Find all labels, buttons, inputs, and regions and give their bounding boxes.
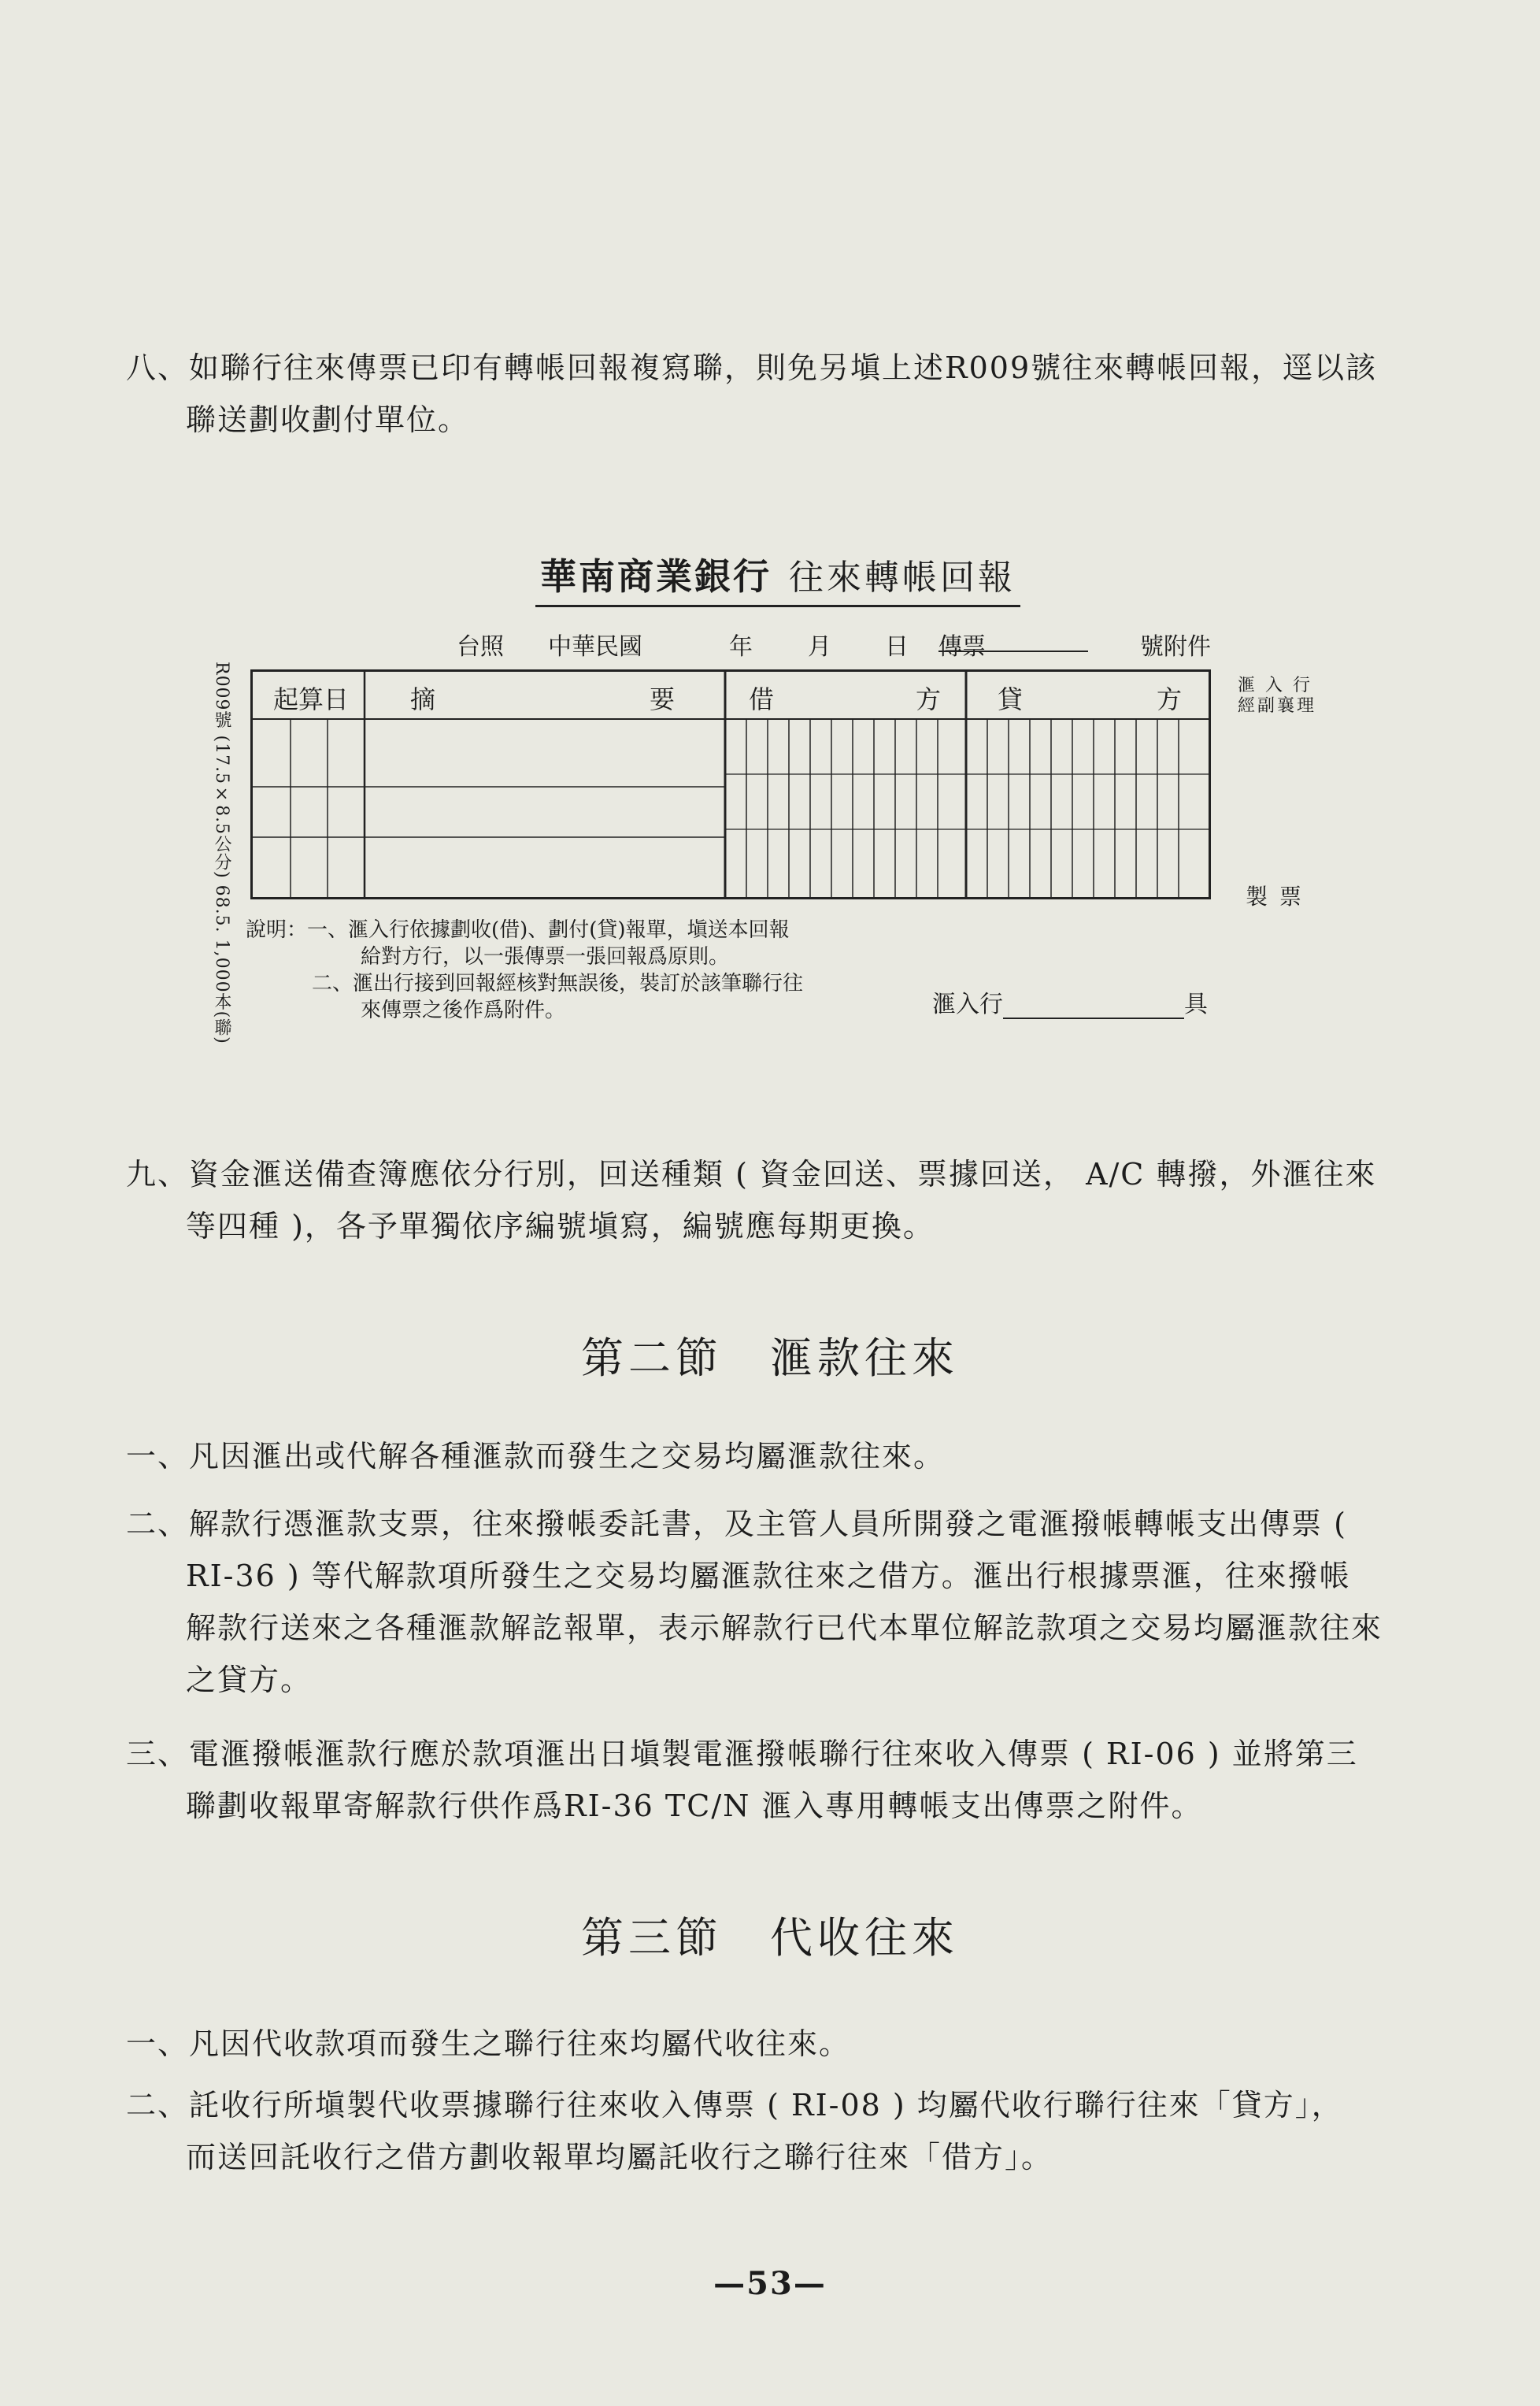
sign-end: 具 [1184,991,1208,1018]
header-credit-a: 貸 [998,684,1024,714]
page-number: —53— [713,2265,827,2302]
form-side-code: R009號 (17.5×8.5公分) 68.5. 1,000本(聯) [212,662,231,1044]
right-note-1: 滙 入 行 [1238,676,1312,695]
section-heading-3: 第三節 代收往來 [581,1913,959,1963]
sign-label: 滙入行 [932,991,1003,1018]
section-2-paragraph-2: 二、解款行憑滙款支票，往來撥帳委託書，及主管人員所開發之電滙撥帳轉帳支出傳票 ( RI-36 ) 等代解款項所發生之交易均屬滙款往來之借方。滙出行根據票滙，往來撥帳 解款行送來之各種滙款解訖報單，表示解款行已代本單位解訖款項之交易均屬滙款往來 之貸方。 [126,1507,1383,1697]
note-line-4: 來傳票之後作爲附件。 [361,999,566,1022]
header-summary-b: 要 [650,684,676,714]
section-8-line-1: 八、如聯行往來傳票已印有轉帳回報複寫聯，則免另塡上述R009號往來轉帳回報，逕以該 [126,350,1378,385]
section-8-paragraph [126,342,1377,446]
section-9-line-1: 九、資金滙送備查簿應依分行別，回送種類 ( 資金回送、票據回送， A/C 轉撥，外滙往來 [126,1157,1377,1192]
bank-name: 華南商業銀行 [540,555,772,598]
sign-line [932,984,1208,1019]
section-9-paragraph [126,1148,1376,1252]
right-note-2: 經副襄理 [1238,696,1317,716]
branch-label: 台照 [457,633,504,661]
era-label: 中華民國 [548,633,642,661]
header-debit-b: 方 [916,684,942,714]
section-heading-2: 第二節 滙款往來 [581,1333,959,1383]
header-debit-a: 借 [749,684,775,714]
form-notes [246,917,803,1024]
section-8-line-2: 聯送劃收劃付單位。 [186,402,470,437]
month-label: 月 [808,633,831,661]
table-grid [253,672,1209,897]
form-title [535,548,1020,607]
header-credit-b: 方 [1157,684,1183,714]
section-2-paragraph-3: 三、電滙撥帳滙款行應於款項滙出日塡製電滙撥帳聯行往來收入傳票 ( RI-06 ) 並將第三 聯劃收報單寄解款行供作爲RI-36 TC/N 滙入專用轉帳支出傳票之附件。 [126,1737,1358,1823]
maker-label: 製 票 [1246,884,1304,910]
year-label: 年 [729,633,753,661]
form-name: 往來轉帳回報 [789,558,1016,598]
day-label: 日 [885,633,909,661]
note-line-1: 說明：一、滙入行依據劃收(借)、劃付(貸)報單，塡送本回報 [246,918,790,942]
section-3-paragraph-1: 一、凡因代收款項而發生之聯行往來均屬代收往來。 [126,2026,851,2061]
header-date: 起算日 [273,684,350,714]
note-line-2: 給對方行，以一張傳票一張回報爲原則。 [361,945,730,969]
note-line-3: 二、滙出行接到回報經核對無誤後，裝訂於該筆聯行往 [312,972,804,995]
document-page: 八、如聯行往來傳票已印有轉帳回報複寫聯，則免另塡上述R009號往來轉帳回報，逕以該 聯送劃收劃付單位。 華南商業銀行 往來轉帳回報 台照 中華民國 年 月 日 傳票 號附件 R009號 (17.5×8.5公分) 68.5. 1,000本(聯) 滙 入 行 經副襄理 製 票 起算日 摘 要 借 方 貸 方 說明：一、滙入行依據劃收(借)、劃付(貸)報單，塡送本回報 給對方行，以一張傳票一張回報爲原則。 二、滙出行接到回報經核對無誤後，裝訂於該筆聯行往 來傳票之後作爲附件。 滙入行 具 九、資金滙送備查簿應依分行別，回送種類 ( 資金回送、票據回送， A/C 轉撥，外滙往來 等四種 )，各予單獨依序編號塡寫，編號應每期更換。 第二節 滙款往來 一、凡因滙出或代解各種滙款而發生之交易均屬滙款往來。 二、解款行憑滙款支票，往來撥帳委託書，及主管人員所開發之電滙撥帳轉帳支出傳票 ( RI-36 ) 等代解款項所發生之交易均屬滙款往來之借方。滙出行根據票滙，往來撥帳 解款行送來之各種滙款解訖報單，表示解款行已代本單位解訖款項之交易均屬滙款往來 之貸方。 三、電滙撥帳滙款行應於款項滙出日塡製電滙撥帳聯行往來收入傳票 ( RI-06 ) 並將第三 聯劃收報單寄解款行供作爲RI-36 TC/N 滙入專用轉帳支出傳票之附件。 第三節 代收往來 一、凡因代收款項而發生之聯行往來均屬代收往來。 二、託收行所塡製代收票據聯行往來收入傳票 ( RI-08 ) 均屬代收行聯行往來「貸方」， 而送回託收行之借方劃收報單均屬託收行之聯行往來「借方」。 —53— [0,0,1540,2406]
section-9-line-2: 等四種 )，各予單獨依序編號塡寫，編號應每期更換。 [186,1209,935,1244]
attach-label: 號附件 [1140,633,1211,661]
header-summary-a: 摘 [410,684,436,714]
transfer-report-table [250,669,1211,899]
section-2-paragraph-1: 一、凡因滙出或代解各種滙款而發生之交易均屬滙款往來。 [126,1439,946,1474]
section-3-paragraph-2: 二、託收行所塡製代收票據聯行往來收入傳票 ( RI-08 ) 均屬代收行聯行往來「貸方」， 而送回託收行之借方劃收報單均屬託收行之聯行往來「借方」。 [126,2088,1343,2174]
